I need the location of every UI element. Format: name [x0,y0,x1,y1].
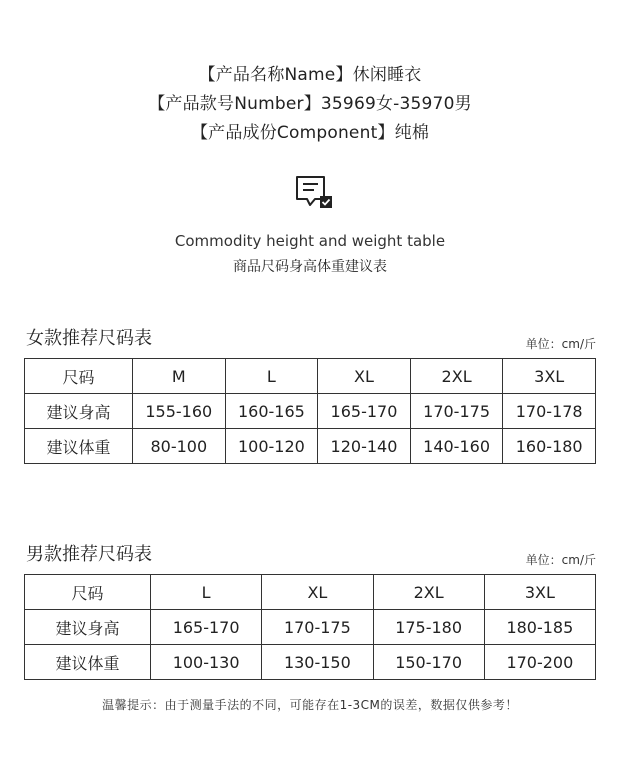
table-cell: 130-150 [262,645,373,680]
table-cell: L [151,575,262,610]
table-cell: 100-120 [225,429,318,464]
men-unit-label: 单位：cm/斤 [525,553,596,567]
table-cell: 尺码 [25,575,151,610]
table-cell: 170-178 [503,394,596,429]
table-cell: 175-180 [373,610,484,645]
chat-check-icon [293,175,337,215]
table-cell: 建议身高 [25,610,151,645]
measurement-note: 温馨提示：由于测量手法的不同，可能存在1-3CM的误差，数据仅供参考！ [102,698,518,712]
table-cell: 170-200 [484,645,595,680]
women-unit-label: 单位：cm/斤 [525,337,596,351]
table-cell: XL [318,359,411,394]
table-cell: 165-170 [318,394,411,429]
table-cell: 160-180 [503,429,596,464]
table-cell: 建议体重 [25,645,151,680]
table-row [25,394,596,429]
table-cell: 100-130 [151,645,262,680]
table-cell: 3XL [484,575,595,610]
table-cell: 建议身高 [25,394,133,429]
table-cell: 80-100 [133,429,226,464]
subtitle-english: Commodity height and weight table [174,232,446,250]
women-table-title: 女款推荐尺码表 [26,328,152,349]
product-name-line: 【产品名称Name】休闲睡衣 [198,65,422,85]
subtitle-chinese: 商品尺码身高体重建议表 [233,259,387,275]
table-cell: 165-170 [151,610,262,645]
table-row [25,429,596,464]
table-cell: 120-140 [318,429,411,464]
product-number-line: 【产品款号Number】35969女-35970男 [148,94,472,114]
table-cell: 3XL [503,359,596,394]
table-cell: 150-170 [373,645,484,680]
table-row [25,610,596,645]
table-cell: 建议体重 [25,429,133,464]
product-component-line: 【产品成份Component】纯棉 [190,123,430,143]
women-size-table [24,358,596,464]
table-cell: 尺码 [25,359,133,394]
table-cell: 2XL [373,575,484,610]
men-size-table [24,574,596,680]
table-cell: 180-185 [484,610,595,645]
table-row [25,645,596,680]
table-cell: L [225,359,318,394]
table-cell: 155-160 [133,394,226,429]
table-cell: XL [262,575,373,610]
table-cell: 170-175 [410,394,503,429]
table-cell: M [133,359,226,394]
table-cell: 160-165 [225,394,318,429]
table-row [25,575,596,610]
table-cell: 2XL [410,359,503,394]
men-table-title: 男款推荐尺码表 [26,544,152,565]
table-cell: 140-160 [410,429,503,464]
table-row [25,359,596,394]
table-cell: 170-175 [262,610,373,645]
